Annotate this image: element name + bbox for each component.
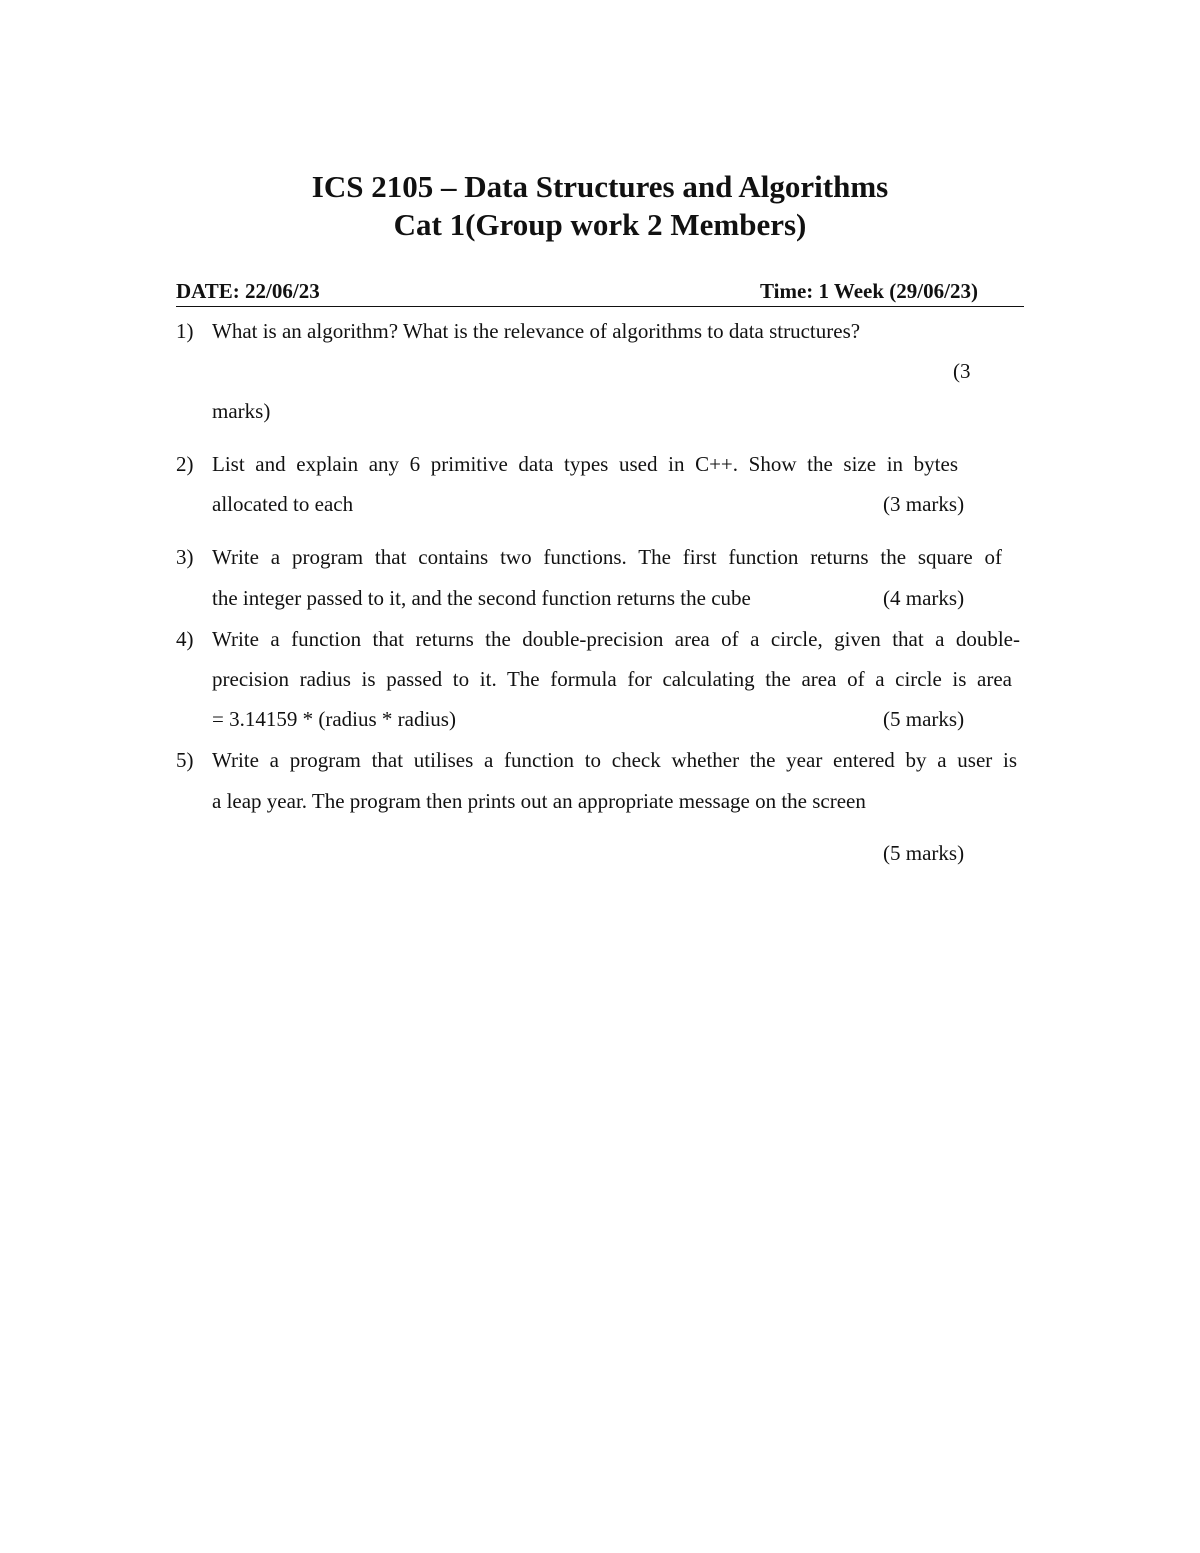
- question-number: 2): [176, 452, 194, 476]
- question-marks: (5 marks): [883, 707, 965, 731]
- question-text-line: = 3.14159 * (radius * radius): [212, 707, 456, 731]
- question-text-line: Write a program that utilises a function to check whether the year entered by a user is: [212, 748, 1017, 772]
- assessment-title: Cat 1(Group work 2 Members): [393, 207, 807, 242]
- exam-date: DATE: 22/06/23: [176, 279, 320, 303]
- date-time-row: [176, 278, 1024, 307]
- question-number: 4): [176, 627, 194, 651]
- question-number: 3): [176, 545, 194, 569]
- question-number: 5): [176, 748, 194, 772]
- question-text-line: Write a program that contains two functions. The first function returns the square of: [212, 545, 1002, 569]
- question-text-line: a leap year. The program then prints out an appropriate message on the screen: [212, 789, 866, 813]
- exam-time: Time: 1 Week (29/06/23): [760, 279, 978, 303]
- question-text-line: List and explain any 6 primitive data types used in C++. Show the size in bytes: [212, 452, 958, 476]
- question-text-line: the integer passed to it, and the second function returns the cube: [212, 586, 751, 610]
- question-marks-wrap: marks): [212, 399, 271, 423]
- question-marks: (3 marks): [883, 492, 965, 516]
- question-marks: (5 marks): [883, 841, 965, 865]
- question-marks: (3: [953, 359, 971, 383]
- question-text-line: Write a function that returns the double-precision area of a circle, given that a double-: [212, 627, 1020, 651]
- question-text-line: What is an algorithm? What is the relevance of algorithms to data structures?: [212, 319, 861, 343]
- question-text-line: allocated to each: [212, 492, 354, 516]
- question-marks: (4 marks): [883, 586, 965, 610]
- course-title: ICS 2105 – Data Structures and Algorithms: [311, 169, 889, 204]
- question-number: 1): [176, 319, 194, 343]
- question-text-line: precision radius is passed to it. The formula for calculating the area of a circle is area: [212, 667, 1012, 691]
